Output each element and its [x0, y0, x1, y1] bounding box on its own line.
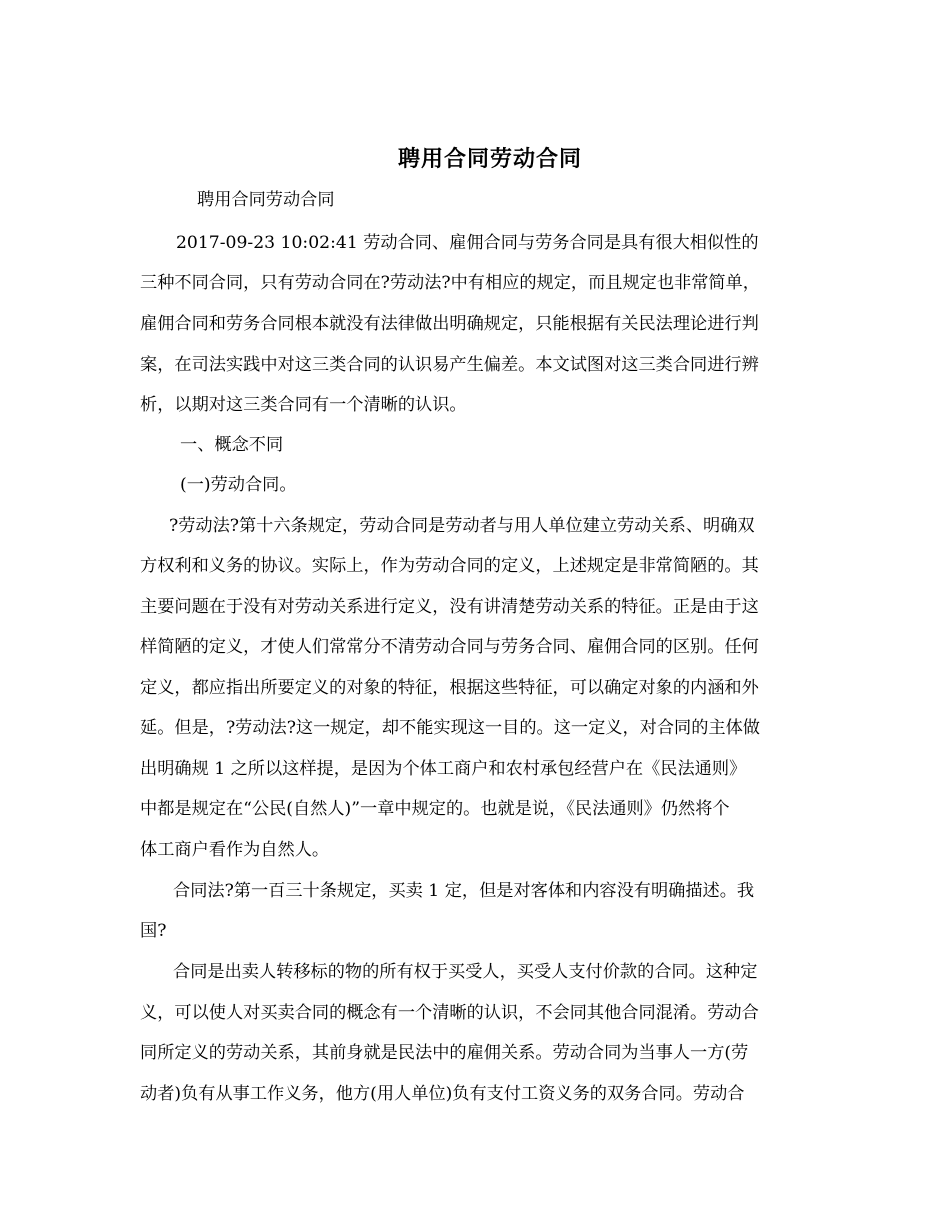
subsection-heading: (一)劳动合同。 [180, 475, 297, 495]
document-subtitle: 聘用合同劳动合同 [197, 190, 335, 210]
paragraph-line: 定义，都应指出所要定义的对象的特征，根据这些特征，可以确定对象的内涵和外 [140, 678, 759, 698]
paragraph-line: 动者)负有从事工作义务，他方(用人单位)负有支付工资义务的双务合同。劳动合 [140, 1084, 745, 1104]
paragraph-line: ?劳动法?第十六条规定，劳动合同是劳动者与用人单位建立劳动关系、明确双 [169, 516, 755, 536]
paragraph-line: 出明确规 1 之所以这样提，是因为个体工商户和农村承包经营户在《民法通则》 [140, 759, 747, 779]
paragraph-line: 合同是出卖人转移标的物的所有权于买受人，买受人支付价款的合同。这种定 [173, 962, 758, 982]
paragraph-line: 义，可以使人对买卖合同的概念有一个清晰的认识，不会同其他合同混淆。劳动合 [140, 1003, 759, 1023]
section-heading: 一、概念不同 [180, 435, 284, 455]
paragraph-line: 方权利和义务的协议。实际上，作为劳动合同的定义，上述规定是非常简陋的。其 [140, 556, 759, 576]
paragraph-line: 析，以期对这三类合同有一个清晰的认识。 [140, 395, 467, 415]
paragraph-line: 延。但是，?劳动法?这一规定，却不能实现这一目的。这一定义，对合同的主体做 [140, 718, 760, 738]
paragraph-line: 雇佣合同和劳务合同根本就没有法律做出明确规定，只能根据有关民法理论进行判 [140, 314, 759, 334]
paragraph-line: 样简陋的定义，才使人们常常分不清劳动合同与劳务合同、雇佣合同的区别。任何 [140, 637, 759, 657]
paragraph-line: 国? [140, 921, 167, 941]
paragraph-line: 体工商户看作为自然人。 [140, 840, 330, 860]
document-title: 聘用合同劳动合同 [397, 146, 582, 172]
paragraph-line: 案，在司法实践中对这三类合同的认识易产生偏差。本文试图对这三类合同进行辨 [140, 355, 759, 375]
paragraph-line: 中都是规定在“公民(自然人)”一章中规定的。也就是说，《民法通则》仍然将个 [140, 799, 730, 819]
paragraph-line: 主要问题在于没有对劳动关系进行定义，没有讲清楚劳动关系的特征。正是由于这 [140, 597, 759, 617]
paragraph-line: 合同法?第一百三十条规定，买卖 1 定，但是对客体和内容没有明确描述。我 [173, 881, 755, 901]
paragraph-line: 三种不同合同，只有劳动合同在?劳动法?中有相应的规定，而且规定也非常简单， [140, 273, 760, 293]
paragraph-line: 同所定义的劳动关系，其前身就是民法中的雇佣关系。劳动合同为当事人一方(劳 [140, 1043, 749, 1063]
paragraph-line: 2017-09-23 10:02:41 劳动合同、雇佣合同与劳务合同是具有很大相似性的 [176, 233, 759, 253]
